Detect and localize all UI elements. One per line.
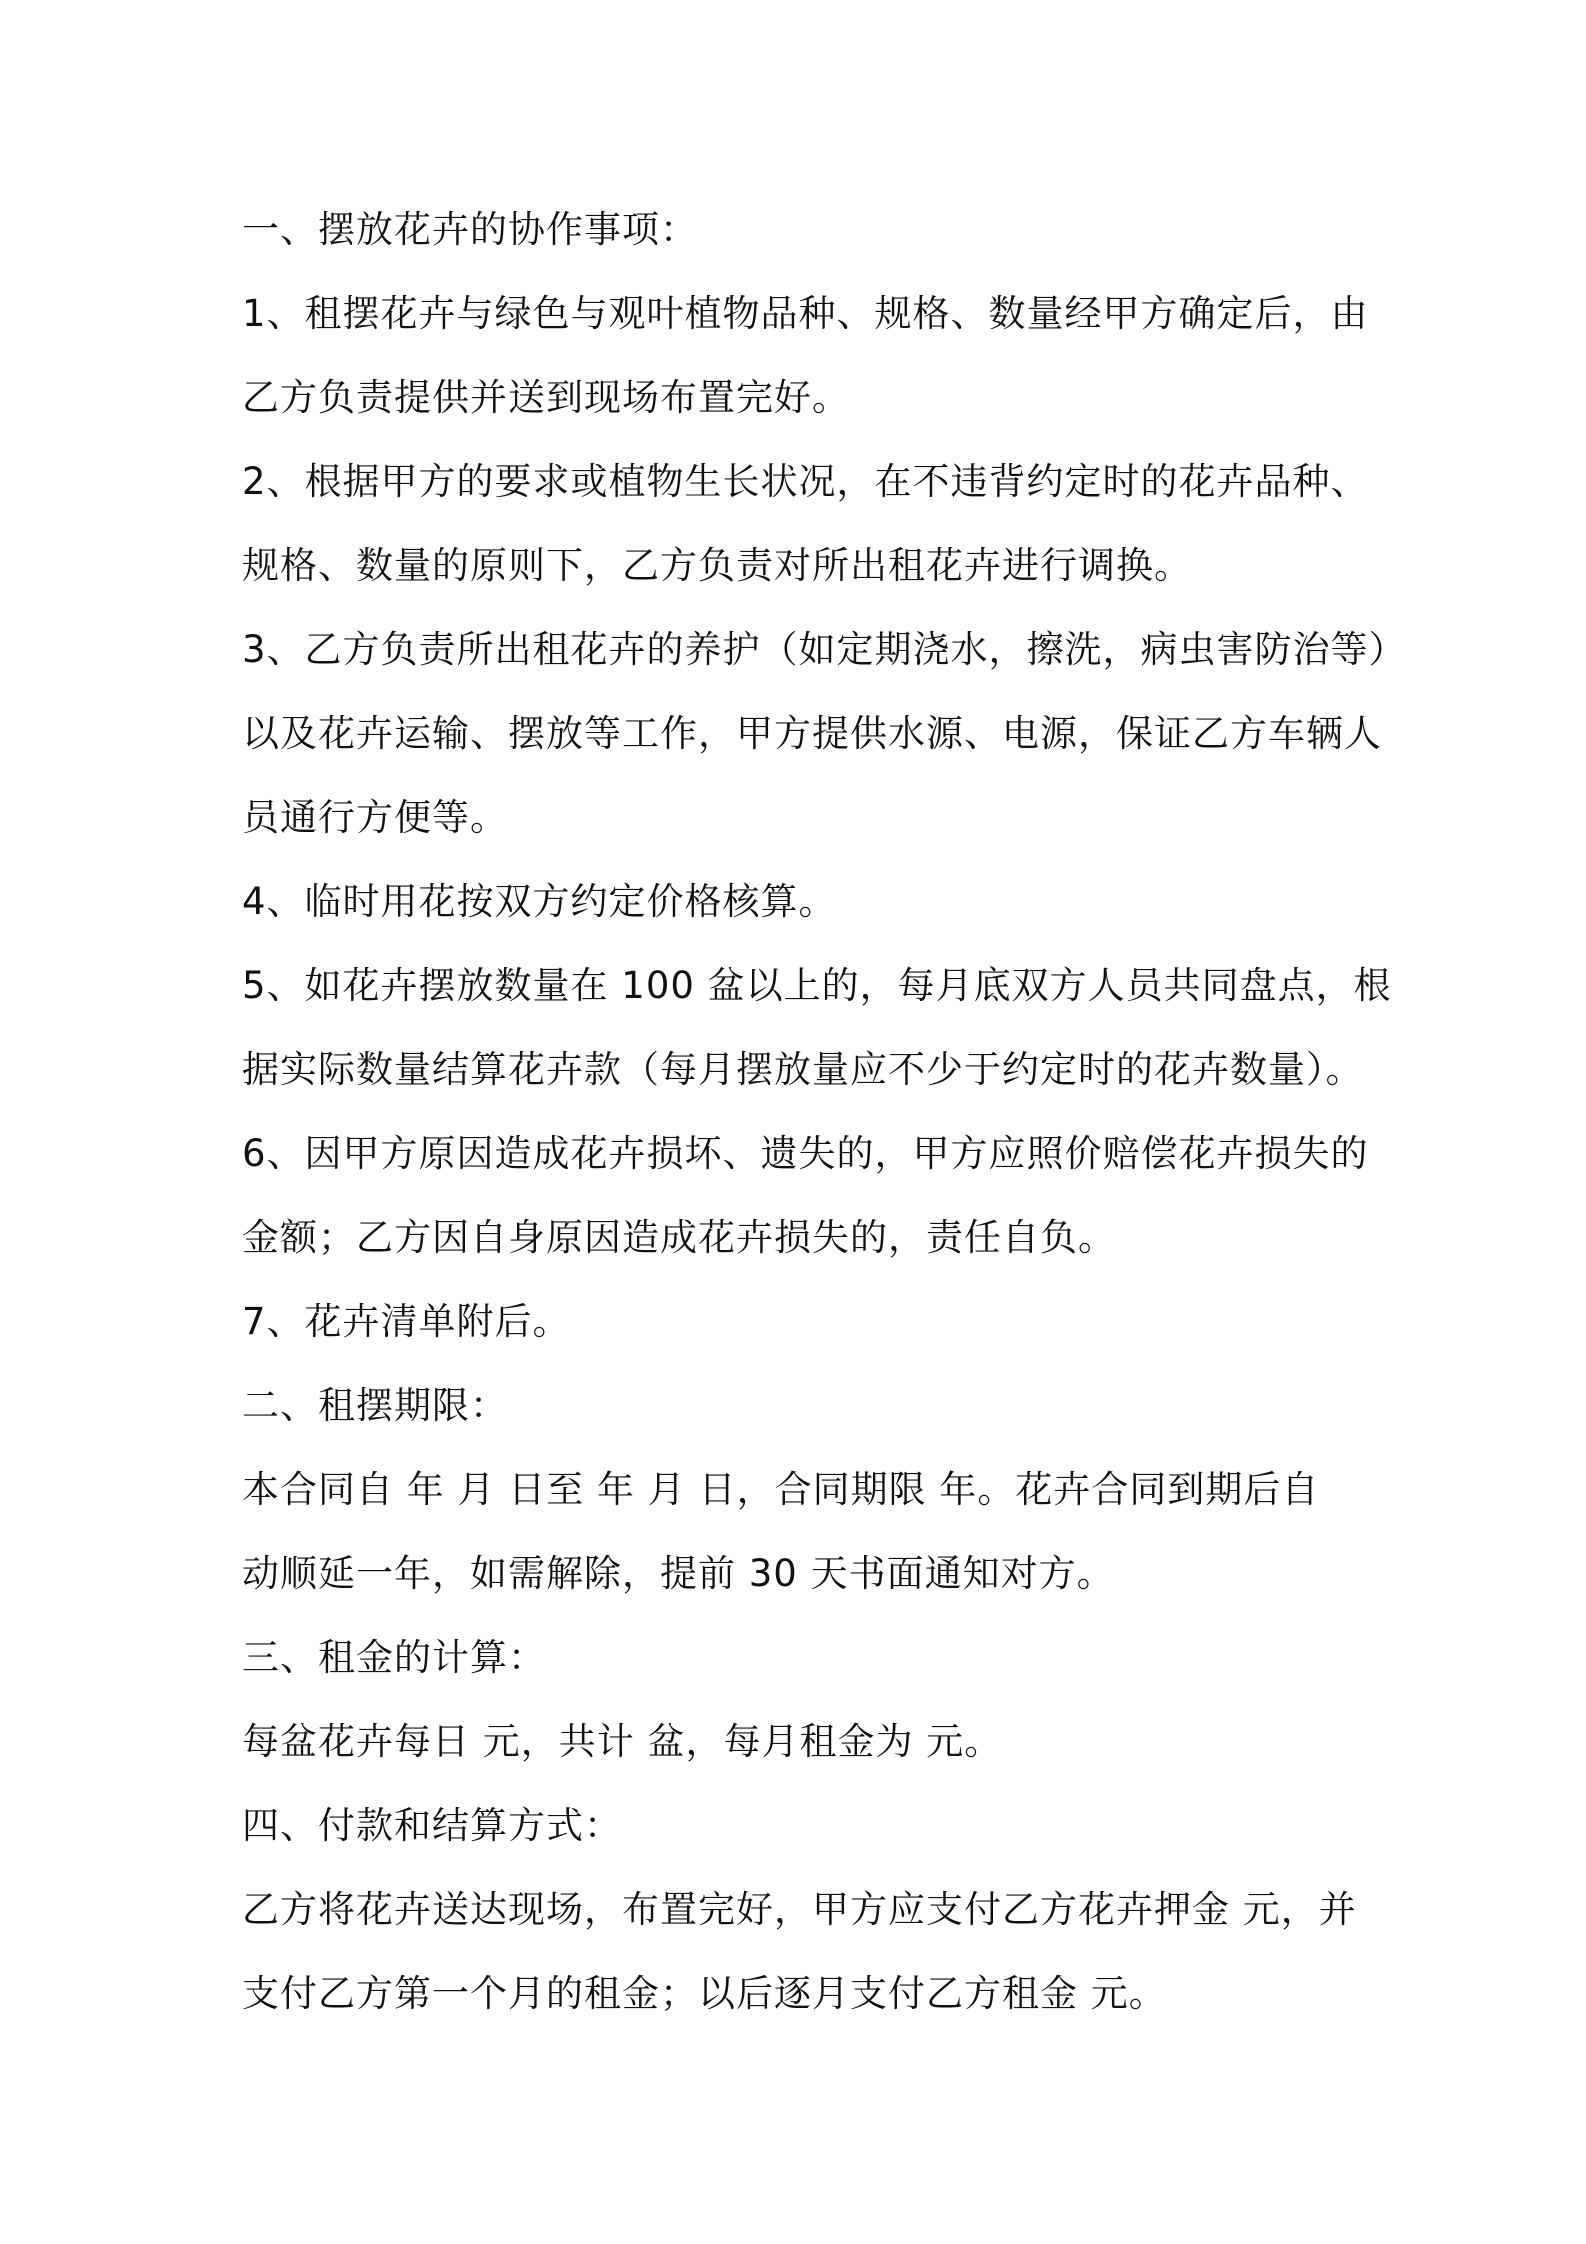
paragraph-line: 7、花卉清单附后。 bbox=[242, 1300, 571, 1343]
paragraph-line: 员通行方便等。 bbox=[242, 796, 508, 839]
section-heading-1: 一、摆放花卉的协作事项： bbox=[242, 208, 698, 251]
paragraph-line: 5、如花卉摆放数量在 100 盆以上的，每月底双方人员共同盘点，根 bbox=[242, 964, 1392, 1007]
paragraph-line: 每盆花卉每日 元，共计 盆，每月租金为 元。 bbox=[242, 1720, 1003, 1763]
paragraph-line: 据实际数量结算花卉款（每月摆放量应不少于约定时的花卉数量）。 bbox=[242, 1048, 1364, 1091]
paragraph-line: 支付乙方第一个月的租金；以后逐月支付乙方租金 元。 bbox=[242, 1972, 1167, 2015]
paragraph-line: 乙方将花卉送达现场，布置完好，甲方应支付乙方花卉押金 元，并 bbox=[242, 1888, 1357, 1931]
paragraph-line: 规格、数量的原则下，乙方负责对所出租花卉进行调换。 bbox=[242, 544, 1192, 587]
paragraph-line: 本合同自 年 月 日至 年 月 日，合同期限 年。花卉合同到期后自 bbox=[242, 1468, 1320, 1511]
contract-text bbox=[242, 200, 1407, 2048]
paragraph-line: 3、乙方负责所出租花卉的养护（如定期浇水，擦洗，病虫害防治等） bbox=[242, 628, 1407, 671]
paragraph-line: 2、根据甲方的要求或植物生长状况，在不违背约定时的花卉品种、 bbox=[242, 460, 1369, 503]
paragraph-line: 1、租摆花卉与绿色与观叶植物品种、规格、数量经甲方确定后，由 bbox=[242, 292, 1369, 335]
section-heading-4: 四、付款和结算方式： bbox=[242, 1804, 622, 1847]
paragraph-line: 6、因甲方原因造成花卉损坏、遗失的，甲方应照价赔偿花卉损失的 bbox=[242, 1132, 1369, 1175]
paragraph-line: 动顺延一年，如需解除，提前 30 天书面通知对方。 bbox=[242, 1552, 1115, 1595]
section-heading-2: 二、租摆期限： bbox=[242, 1384, 508, 1427]
paragraph-line: 乙方负责提供并送到现场布置完好。 bbox=[242, 376, 850, 419]
paragraph-line: 金额；乙方因自身原因造成花卉损失的，责任自负。 bbox=[242, 1216, 1116, 1259]
section-heading-3: 三、租金的计算： bbox=[242, 1636, 546, 1679]
paragraph-line: 4、临时用花按双方约定价格核算。 bbox=[242, 880, 837, 923]
paragraph-line: 以及花卉运输、摆放等工作，甲方提供水源、电源，保证乙方车辆人 bbox=[242, 712, 1382, 755]
